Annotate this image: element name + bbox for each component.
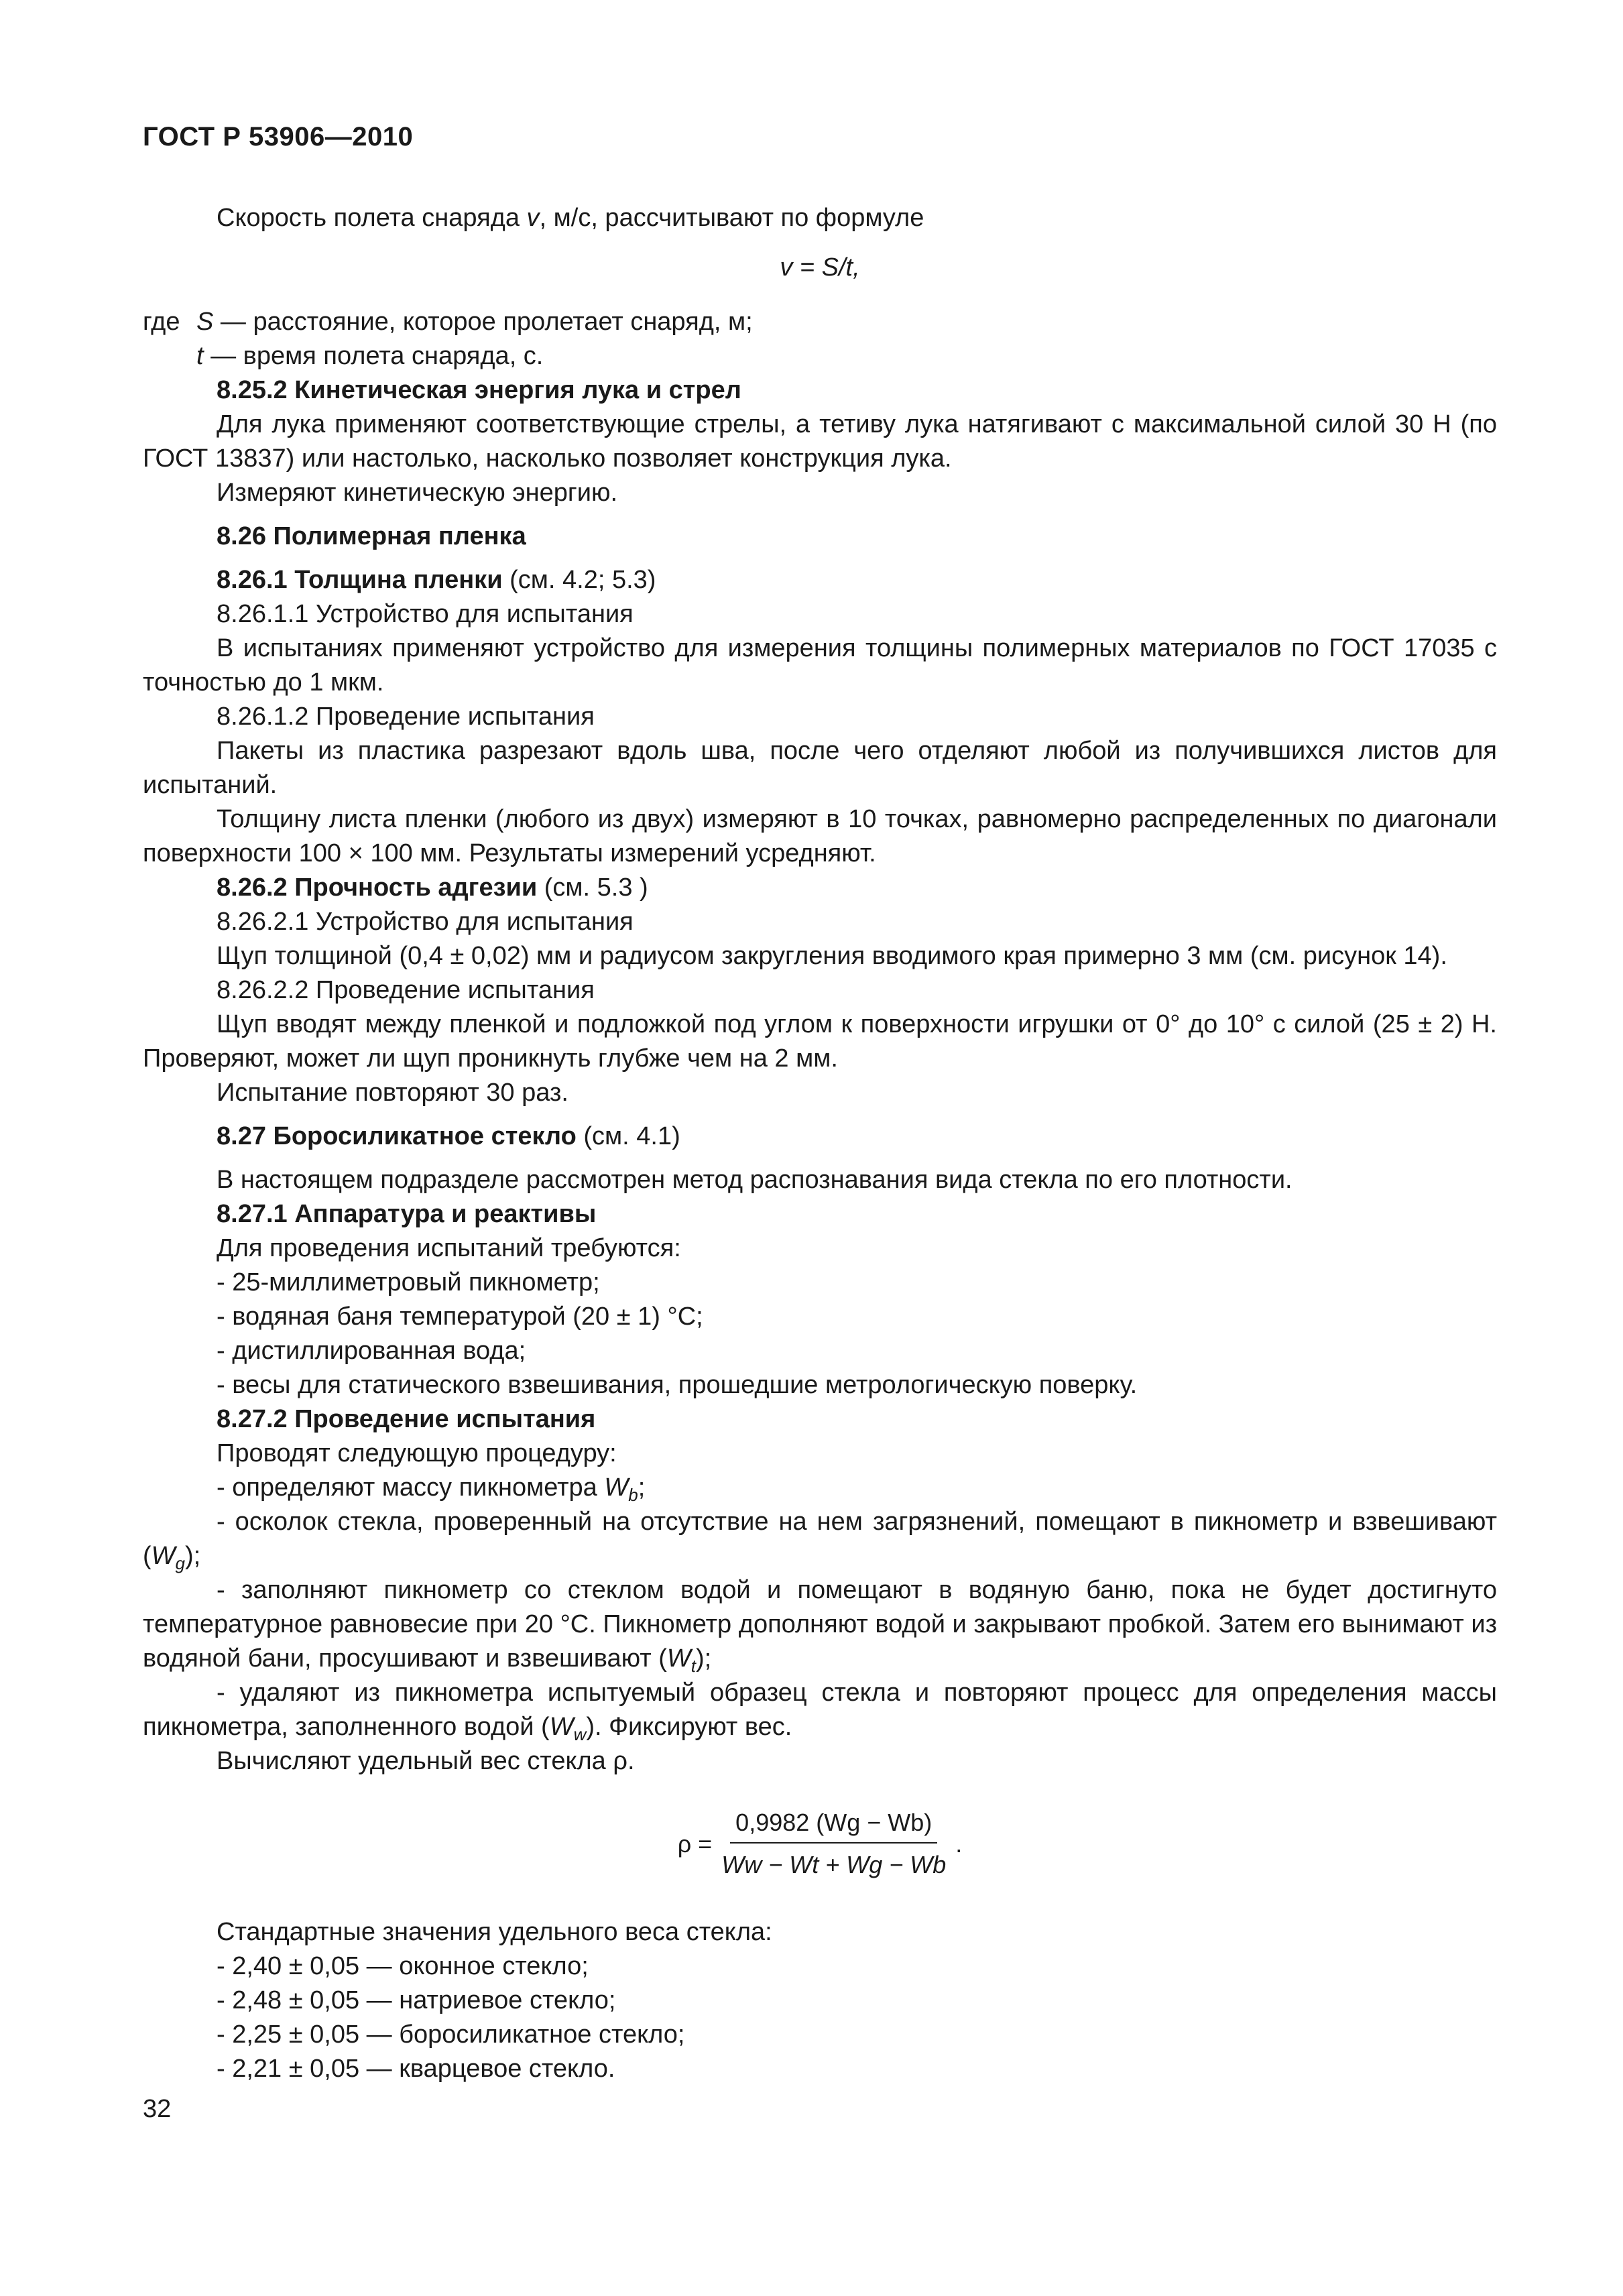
paragraph-device-film: В испытаниях применяют устройство для измерения толщины полимерных материалов по ГОСТ 17035 с точностью до 1 мкм. — [143, 634, 1497, 697]
subsection-8-26-1-2: 8.26.1.2 Проведение испытания — [217, 703, 595, 731]
fraction-numerator: 0,9982 (Wg − Wb) — [730, 1805, 937, 1844]
heading-text: 8.27 Боросиликатное стекло — [217, 1122, 577, 1150]
formula-density — [143, 1805, 1497, 1882]
formula-speed: v = S/t, — [780, 253, 860, 282]
symbol-w: W — [666, 1644, 691, 1673]
heading-reference: (см. 4.1) — [576, 1122, 680, 1150]
symbol-w: W — [151, 1542, 176, 1570]
paragraph-8-27-intro: В настоящем подразделе рассмотрен метод распознавания вида стекла по его плотности. — [217, 1166, 1293, 1194]
list-item-bath: - водяная баня температурой (20 ± 1) °С; — [217, 1303, 703, 1331]
document-body — [143, 201, 1497, 2086]
document-header: ГОСТ Р 53906—2010 — [143, 122, 414, 152]
paragraph-standard: Стандартные значения удельного веса стекла: — [217, 1918, 772, 1946]
text-fragment: - определяют массу пикнометра — [217, 1473, 605, 1502]
list-item-borosilicate-glass: - 2,25 ± 0,05 — боросиликатное стекло; — [217, 2020, 685, 2049]
list-item-shard — [143, 1505, 1497, 1573]
definition-list — [196, 305, 1497, 373]
text-fragment: ). Фиксируют вес. — [586, 1713, 792, 1741]
heading-8-25-2: 8.25.2 Кинетическая энергия лука и стрел — [217, 376, 741, 404]
symbol-s: S — [196, 308, 214, 336]
symbol-w: W — [549, 1713, 574, 1741]
text-fragment: ; — [638, 1473, 646, 1502]
page-number: 32 — [143, 2095, 172, 2123]
paragraph-repeat: Испытание повторяют 30 раз. — [217, 1079, 568, 1107]
paragraph-probe-insert: Щуп вводят между пленкой и подложкой под углом к поверхности игрушки от 0° до 10° с силой (25 ± 2) Н. Проверяют, может ли щуп проникнуть глубже чем на 2 мм. — [143, 1010, 1497, 1073]
definition-t — [196, 339, 1497, 373]
paragraph-speed-intro — [143, 201, 1497, 235]
text-fragment: ); — [696, 1644, 712, 1673]
list-item-scales: - весы для статического взвешивания, прошедшие метрологическую поверку. — [217, 1371, 1138, 1399]
definition-s — [196, 305, 1497, 339]
subscript: w — [573, 1724, 587, 1744]
heading-8-26-1 — [143, 563, 1497, 597]
list-item-mass — [143, 1471, 1497, 1505]
list-item-water: - дистиллированная вода; — [217, 1337, 526, 1365]
symbol-t: t — [196, 342, 204, 370]
paragraph-procedure: Проводят следующую процедуру: — [217, 1439, 617, 1467]
heading-8-27-2: 8.27.2 Проведение испытания — [217, 1405, 596, 1433]
subsection-8-26-2-2: 8.26.2.2 Проведение испытания — [217, 976, 595, 1004]
text-fragment: - удаляют из пикнометра испытуемый образец стекла и повторяют процесс для определения массы пикнометра, заполненного водой ( — [143, 1679, 1497, 1741]
paragraph-probe: Щуп толщиной (0,4 ± 0,02) мм и радиусом закругления вводимого края примерно 3 мм (см. рисунок 14). — [217, 942, 1447, 970]
paragraph-bags: Пакеты из пластика разрезают вдоль шва, после чего отделяют любой из получившихся листов для испытаний. — [143, 737, 1497, 799]
paragraph-measure-energy: Измеряют кинетическую энергию. — [217, 479, 618, 507]
text-fragment: , м/с, рассчитывают по формуле — [539, 204, 924, 232]
subscript: b — [628, 1485, 638, 1505]
fraction — [716, 1805, 951, 1882]
heading-text: 8.26.1 Толщина пленки — [217, 566, 503, 594]
list-item-sodium-glass: - 2,48 ± 0,05 — натриевое стекло; — [217, 1986, 616, 2014]
heading-reference: (см. 4.2; 5.3) — [502, 566, 656, 594]
paragraph-thickness: Толщину листа пленки (любого из двух) измеряют в 10 точках, равномерно распределенных по диагонали поверхности 100 × 100 мм. Результаты измерений усредняют. — [143, 805, 1497, 867]
list-item-fill — [143, 1573, 1497, 1676]
formula-lhs: ρ = — [677, 1829, 713, 1858]
list-item-window-glass: - 2,40 ± 0,05 — оконное стекло; — [217, 1952, 589, 1980]
subsection-8-26-1-1: 8.26.1.1 Устройство для испытания — [217, 600, 634, 628]
definition-text: — расстояние, которое пролетает снаряд, м; — [213, 308, 753, 336]
text-fragment: Скорость полета снаряда — [217, 204, 527, 232]
heading-8-27-1: 8.27.1 Аппаратура и реактивы — [217, 1200, 597, 1228]
where-label: где — [143, 308, 180, 336]
heading-8-26-2 — [143, 871, 1497, 905]
where-definitions — [143, 305, 1497, 373]
heading-8-26: 8.26 Полимерная пленка — [217, 522, 526, 550]
subscript: t — [690, 1656, 697, 1676]
heading-reference: (см. 5.3 ) — [537, 873, 648, 902]
list-item-pycnometer: - 25-миллиметровый пикнометр; — [217, 1268, 600, 1296]
list-item-remove — [143, 1676, 1497, 1744]
formula-end: . — [955, 1829, 963, 1858]
paragraph-required: Для проведения испытаний требуются: — [217, 1234, 681, 1262]
symbol-v: v — [526, 204, 540, 232]
heading-text: 8.26.2 Прочность адгезии — [217, 873, 538, 902]
definition-text: — время полета снаряда, с. — [203, 342, 544, 370]
text-fragment: - осколок стекла, проверенный на отсутствие на нем загрязнений, помещают в пикнометр и взвешивают ( — [143, 1508, 1497, 1570]
subsection-8-26-2-1: 8.26.2.1 Устройство для испытания — [217, 908, 634, 936]
heading-8-27 — [143, 1120, 1497, 1154]
paragraph-bow: Для лука применяют соответствующие стрелы, а тетиву лука натягивают с максимальной силой 30 Н (по ГОСТ 13837) или настолько, насколько позволяет конструкция лука. — [143, 410, 1497, 473]
subscript: g — [175, 1553, 185, 1573]
list-item-quartz-glass: - 2,21 ± 0,05 — кварцевое стекло. — [217, 2055, 615, 2083]
paragraph-calc: Вычисляют удельный вес стекла ρ. — [217, 1747, 635, 1775]
symbol-w: W — [604, 1473, 629, 1502]
text-fragment: ); — [185, 1542, 201, 1570]
fraction-denominator: Ww − Wt + Wg − Wb — [721, 1851, 947, 1878]
text-fragment: - заполняют пикнометр со стеклом водой и помещают в водяную баню, пока не будет достигнуто температурное равновесие при 20 °С. Пикнометр дополняют водой и закрывают пробкой. Затем его вынимают из водяной бани, просушивают и взвешивают ( — [143, 1576, 1497, 1673]
